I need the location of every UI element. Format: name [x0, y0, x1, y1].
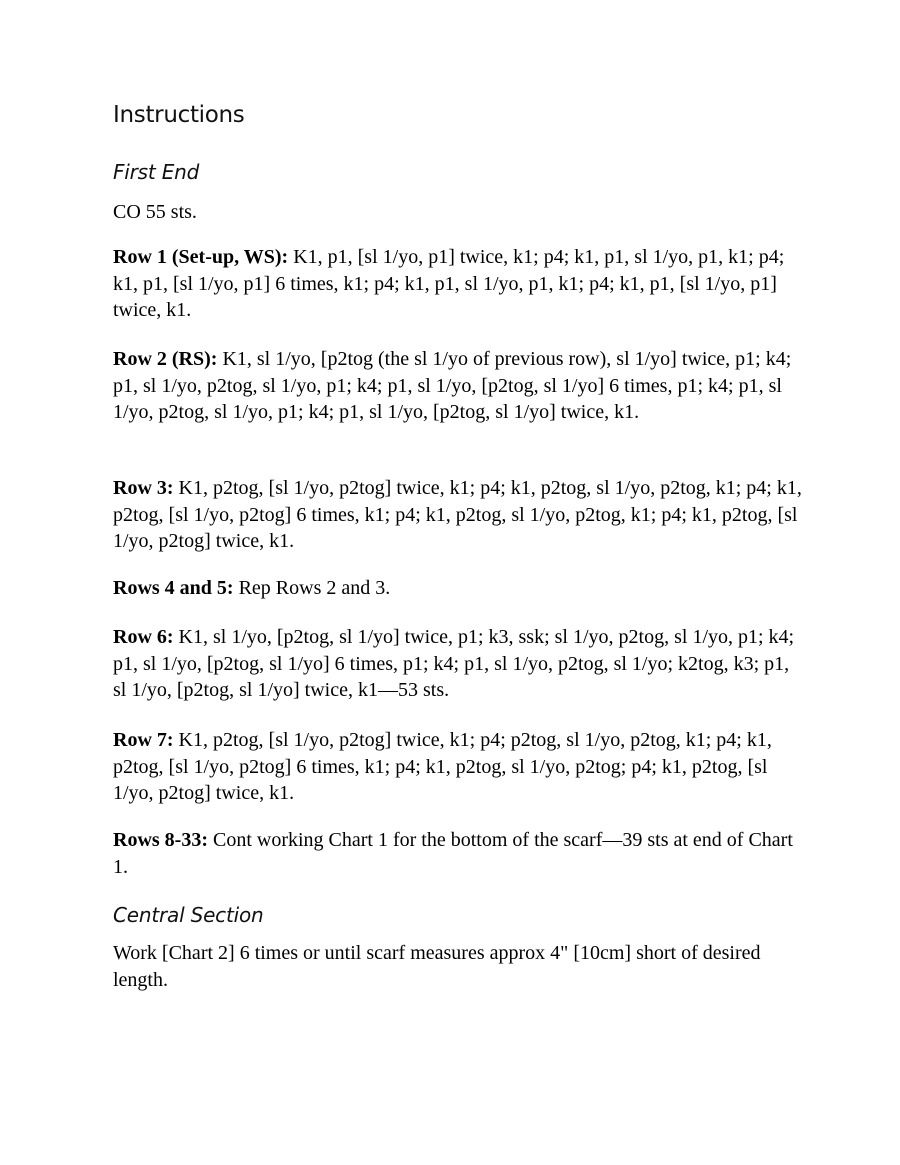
row-label: Rows 8-33: — [113, 829, 208, 851]
page-title: Instructions — [113, 102, 245, 128]
row-3-instruction — [113, 475, 803, 555]
rows-4-5-instruction — [113, 575, 803, 602]
row-label: Row 3: — [113, 477, 174, 499]
paragraph-text: Work [Chart 2] 6 times or until scarf measures approx 4" [10cm] short of desired length. — [113, 942, 761, 991]
row-label: Row 1 (Set-up, WS): — [113, 246, 289, 268]
rows-8-33-instruction — [113, 827, 803, 880]
row-7-instruction — [113, 727, 803, 807]
row-text: K1, sl 1/yo, [p2tog, sl 1/yo] twice, p1; k3, ssk; sl 1/yo, p2tog, sl 1/yo, p1; k4; p1, sl 1/yo, [p2tog, sl 1/yo] 6 times, p1; k4; p1, sl 1/yo, p2tog, sl 1/yo; k2tog, k3; p1, sl 1/yo, [p2tog, sl 1/yo] twice, k1—53 sts. — [113, 626, 795, 701]
row-label: Row 7: — [113, 729, 174, 751]
row-6-instruction — [113, 624, 803, 704]
row-label: Row 6: — [113, 626, 174, 648]
row-text: K1, p2tog, [sl 1/yo, p2tog] twice, k1; p4; k1, p2tog, sl 1/yo, p2tog, k1; p4; k1, p2tog, [sl 1/yo, p2tog] 6 times, k1; p4; k1, p2tog, sl 1/yo, p2tog, k1; p4; k1, p2tog, [sl 1/yo, p2tog] twice, k1. — [113, 477, 802, 552]
row-text: Cont working Chart 1 for the bottom of the scarf—39 sts at end of Chart 1. — [113, 829, 793, 878]
section-title-central-section: Central Section — [113, 903, 264, 927]
row-text: K1, sl 1/yo, [p2tog (the sl 1/yo of previous row), sl 1/yo] twice, p1; k4; p1, sl 1/yo, p2tog, sl 1/yo, p1; k4; p1, sl 1/yo, [p2tog, sl 1/yo] 6 times, p1; k4; p1, sl 1/yo, p2tog, sl 1/yo, p1; k4; p1, sl 1/yo, [p2tog, sl 1/yo] twice, k1. — [113, 348, 792, 423]
section-title-first-end: First End — [113, 160, 200, 184]
row-2-instruction — [113, 346, 803, 426]
cast-on-paragraph — [113, 199, 803, 226]
row-label: Rows 4 and 5: — [113, 577, 234, 599]
row-1-instruction — [113, 244, 803, 324]
row-text: K1, p2tog, [sl 1/yo, p2tog] twice, k1; p4; p2tog, sl 1/yo, p2tog, k1; p4; k1, p2tog, [sl 1/yo, p2tog] 6 times, k1; p4; k1, p2tog, sl 1/yo, p2tog; p4; k1, p2tog, [sl 1/yo, p2tog] twice, k1. — [113, 729, 772, 804]
row-text: Rep Rows 2 and 3. — [233, 577, 391, 599]
central-section-paragraph — [113, 940, 803, 993]
paragraph-text: CO 55 sts. — [113, 201, 197, 223]
row-text: K1, p1, [sl 1/yo, p1] twice, k1; p4; k1, p1, sl 1/yo, p1, k1; p4; k1, p1, [sl 1/yo, p1] 6 times, k1; p4; k1, p1, sl 1/yo, p1, k1; p4; k1, p1, [sl 1/yo, p1] twice, k1. — [113, 246, 785, 321]
row-label: Row 2 (RS): — [113, 348, 218, 370]
